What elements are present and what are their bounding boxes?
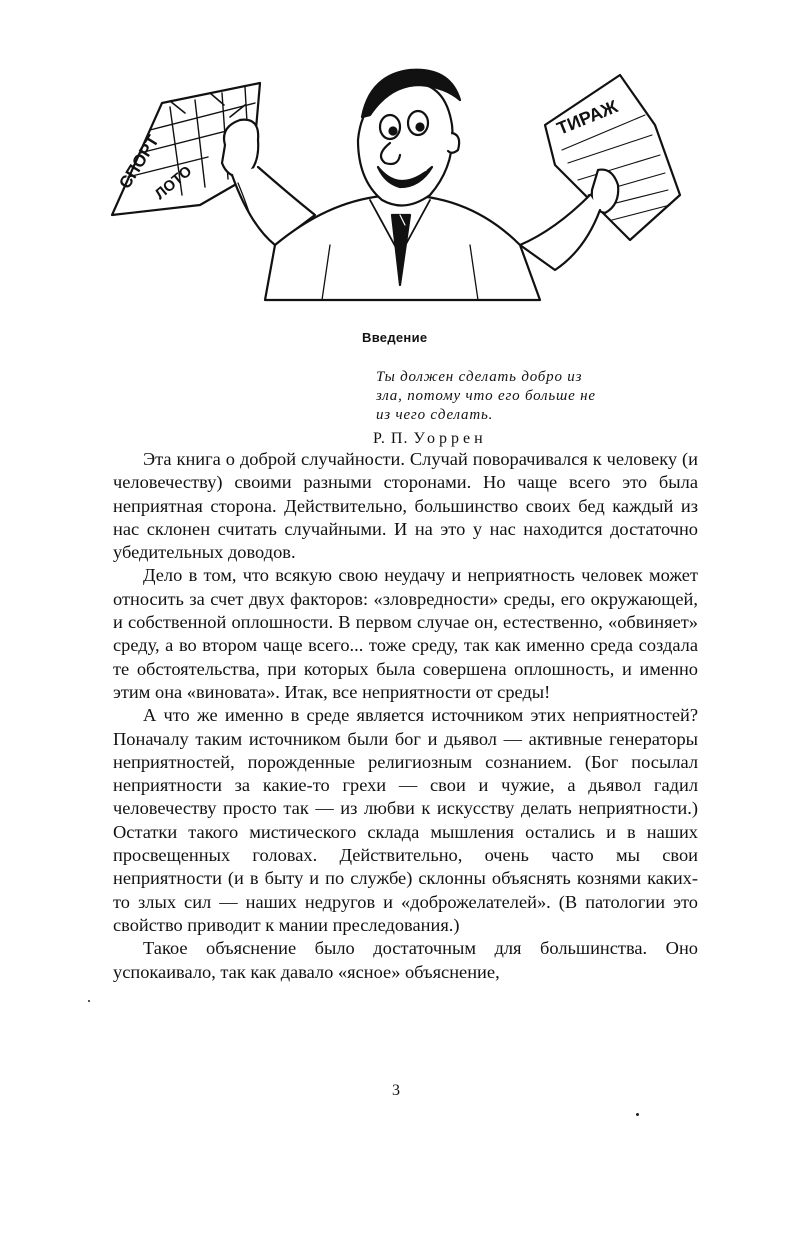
ticket-label-top: СПОРТ (115, 131, 163, 193)
ticket-label-bottom: ЛОТО (151, 162, 196, 204)
newspaper-right (545, 75, 680, 240)
epigraph-line: зла, потому что его больше не (376, 388, 596, 404)
cartoon-illustration (100, 55, 700, 305)
scan-speck (636, 1113, 639, 1116)
body-text (113, 448, 698, 984)
epigraph (376, 368, 656, 425)
author-initials: Р. П. (373, 430, 409, 447)
epigraph-line: из чего сделать. (376, 407, 494, 423)
paragraph: А что же именно в среде является источником этих неприятностей? Поначалу таким источником были бог и дьявол — активные генераторы неприятностей, порожденные религиозным сознанием. (Бог посылал неприятности за какие-то грехи — свои и чужие, а дьявол гадил человечеству просто так — из любви к искусству делать неприятности.) Остатки такого мистического склада мышления остались и в наших просвещенных головах. Действительно, очень часто мы свои неприятности (и в быту и по службе) склонны объяснять кознями каких-то злых сил — наших недругов и «доброжелателей». (В патологии это свойство приводит к мании преследования.) (113, 705, 698, 935)
epigraph-line: Ты должен сделать добро из (376, 369, 583, 385)
newspaper-label: ТИРАЖ (554, 96, 621, 139)
page-number: 3 (392, 1082, 400, 1099)
paragraph: Дело в том, что всякую свою неудачу и неприятность человек может относить за счет двух факторов: «зловредности» среды, его окружающей, и собственной оплошности. В первом случае он, естественно, «обвиняет» среду, а во втором чаще всего... тоже среду, так как именно среда создала те обстоятельства, при которых была совершена оплошность, и именно этим она «виновата». Итак, все неприятности от среды! (113, 565, 698, 702)
paragraph: Такое объяснение было достаточным для большинства. Оно успокаивало, так как давало «ясное» объяснение, (113, 938, 698, 982)
author-name: Уоррен (413, 430, 487, 447)
scan-speck (88, 1000, 90, 1002)
section-title: Введение (362, 330, 428, 345)
epigraph-author (373, 430, 487, 448)
paragraph: Эта книга о доброй случайности. Случай поворачивался к человеку (и человечеству) своими разными сторонами. Но чаще всего это была неприятная сторона. Действительно, большинство своих бед каждый из нас склонен считать случайными. И на это у нас находится достаточно убедительных доводов. (113, 449, 698, 563)
